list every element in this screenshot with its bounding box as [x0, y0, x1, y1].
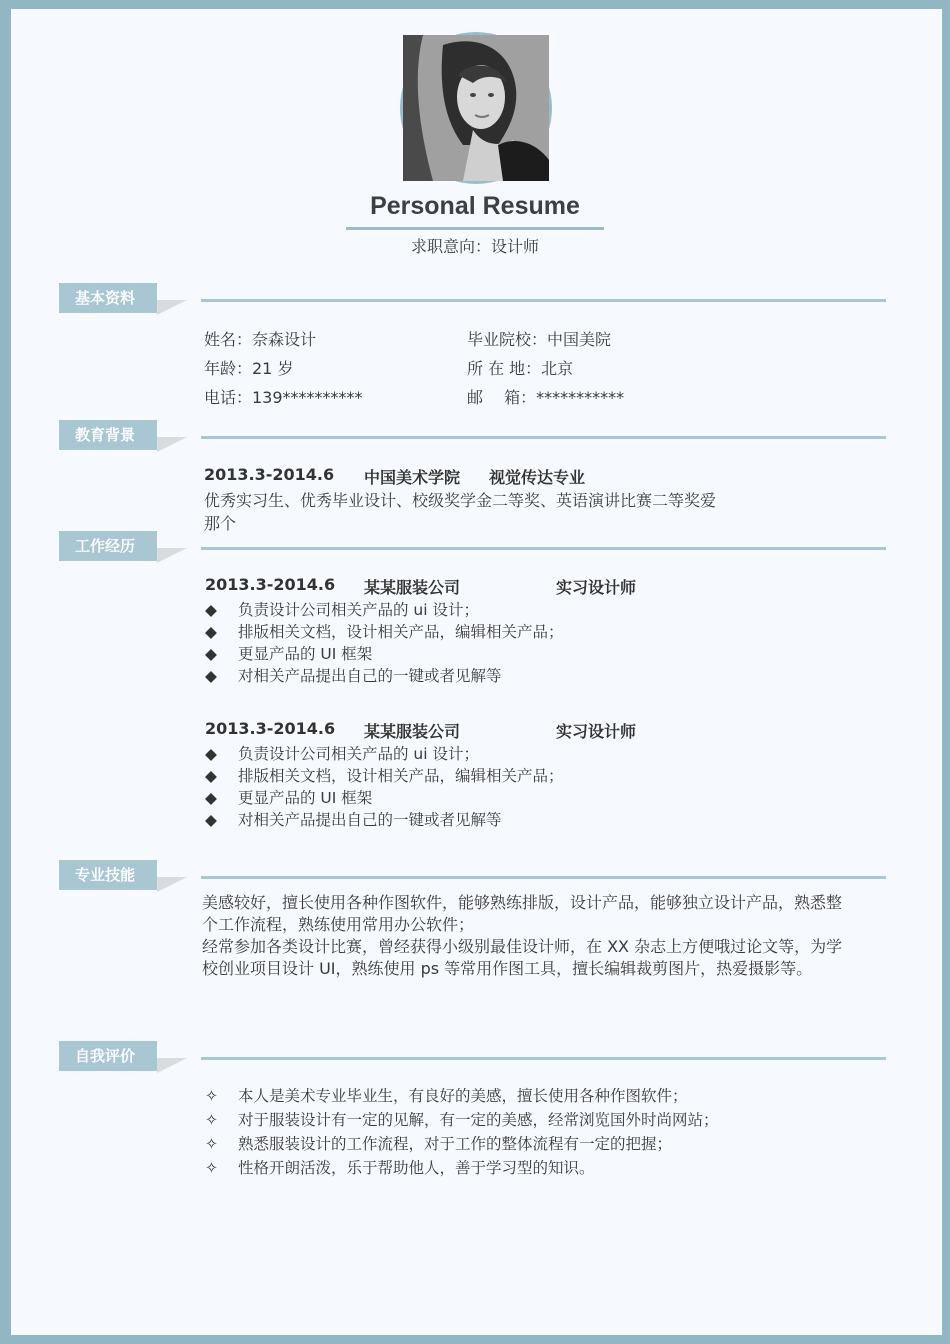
title-underline [346, 227, 604, 230]
work1-item-text: 对相关产品提出自己的一键或者见解等 [238, 667, 502, 685]
section-rule-work [201, 547, 886, 550]
edu-desc-line2-text: 那个 [204, 514, 237, 533]
job-objective: 求职意向：设计师 [410, 237, 539, 256]
diamond-bullet-icon: ◆ [205, 767, 217, 785]
work1-item [205, 620, 564, 642]
work2-item [205, 808, 502, 830]
work2-period: 2013.3-2014.6 [205, 719, 336, 738]
profile-photo [400, 32, 552, 184]
edu-period: 2013.3-2014.6 [204, 465, 335, 484]
section-rule-basic [201, 299, 886, 302]
work2-role: 实习设计师 [556, 722, 637, 741]
section-tag-education: 教育背景 [59, 420, 157, 450]
basic-age: 年龄：21 岁 [204, 359, 294, 378]
diamond-bullet-icon: ◆ [205, 667, 217, 685]
section-tag-skills: 专业技能 [59, 860, 157, 890]
skills-paragraph [202, 892, 882, 980]
section-tag-fold [157, 1058, 187, 1073]
star-bullet-icon: ✧ [205, 1111, 218, 1129]
work1-item-text: 负责设计公司相关产品的 ui 设计； [238, 601, 479, 619]
portrait-image [403, 35, 549, 181]
work1-item [205, 598, 479, 620]
skills-line: 校创业项目设计 UI，熟练使用 ps 等常用作图工具，擅长编辑裁剪图片，热爱摄影等。 [202, 959, 813, 978]
page-title: Personal Resume [370, 192, 580, 220]
work1-item [205, 664, 502, 686]
diamond-bullet-icon: ◆ [205, 745, 217, 763]
basic-location: 所 在 地：北京 [467, 359, 574, 378]
edu-desc-line2 [204, 511, 237, 533]
section-rule-skills [201, 876, 886, 879]
skills-line: 经常参加各类设计比赛，曾经获得小级别最佳设计师，在 XX 杂志上方便哦过论文等，为学 [202, 937, 843, 956]
skills-line: 个工作流程，熟练使用常用办公软件； [202, 915, 475, 934]
star-bullet-icon: ✧ [205, 1159, 218, 1177]
self-item-text: 性格开朗活泼，乐于帮助他人，善于学习型的知识。 [238, 1159, 595, 1177]
work2-item-text: 排版相关文档，设计相关产品，编辑相关产品； [238, 767, 564, 785]
work2-item-text: 负责设计公司相关产品的 ui 设计； [238, 745, 479, 763]
work1-role: 实习设计师 [556, 578, 637, 597]
section-tag-fold [157, 300, 187, 315]
section-tag-fold [157, 437, 187, 452]
work1-item [205, 642, 372, 664]
section-tag-fold [157, 548, 187, 563]
diamond-bullet-icon: ◆ [205, 645, 217, 663]
section-tag-self: 自我评价 [59, 1041, 157, 1071]
edu-major: 视觉传达专业 [489, 468, 586, 487]
edu-desc-line1: 优秀实习生、优秀毕业设计、校级奖学金二等奖、英语演讲比赛二等奖爱 [204, 491, 717, 510]
skills-line: 美感较好，擅长使用各种作图软件，能够熟练排版，设计产品，能够独立设计产品，熟悉整 [202, 893, 843, 912]
work2-item-text: 对相关产品提出自己的一键或者见解等 [238, 811, 502, 829]
work1-period: 2013.3-2014.6 [205, 575, 336, 594]
section-tag-fold [157, 877, 187, 892]
work1-item-text: 更显产品的 UI 框架 [238, 645, 373, 663]
basic-phone: 电话：139********** [204, 388, 363, 407]
work1-item-text: 排版相关文档，设计相关产品，编辑相关产品； [238, 623, 564, 641]
work2-item [205, 786, 372, 808]
diamond-bullet-icon: ◆ [205, 623, 217, 641]
self-item-text: 本人是美术专业毕业生，有良好的美感，擅长使用各种作图软件； [238, 1087, 688, 1105]
section-rule-education [201, 436, 886, 439]
basic-email: 邮 箱：*********** [467, 388, 625, 407]
star-bullet-icon: ✧ [205, 1135, 218, 1153]
self-item [205, 1108, 719, 1130]
work1-company: 某某服装公司 [364, 578, 461, 597]
diamond-bullet-icon: ◆ [205, 811, 217, 829]
basic-school: 毕业院校：中国美院 [467, 330, 612, 349]
diamond-bullet-icon: ◆ [205, 601, 217, 619]
work2-item [205, 742, 479, 764]
section-tag-work: 工作经历 [59, 531, 157, 561]
work2-item-text: 更显产品的 UI 框架 [238, 789, 373, 807]
star-bullet-icon: ✧ [205, 1087, 218, 1105]
basic-name: 姓名：奈森设计 [204, 330, 317, 349]
self-item [205, 1084, 688, 1106]
work2-item [205, 764, 564, 786]
self-item-text: 对于服装设计有一定的见解，有一定的美感，经常浏览国外时尚网站； [238, 1111, 719, 1129]
work2-company: 某某服装公司 [364, 722, 461, 741]
self-item [205, 1132, 672, 1154]
section-rule-self [201, 1057, 886, 1060]
self-item [205, 1156, 595, 1178]
self-item-text: 熟悉服装设计的工作流程，对于工作的整体流程有一定的把握； [238, 1135, 673, 1153]
edu-school: 中国美术学院 [364, 468, 461, 487]
section-tag-basic: 基本资料 [59, 283, 157, 313]
diamond-bullet-icon: ◆ [205, 789, 217, 807]
